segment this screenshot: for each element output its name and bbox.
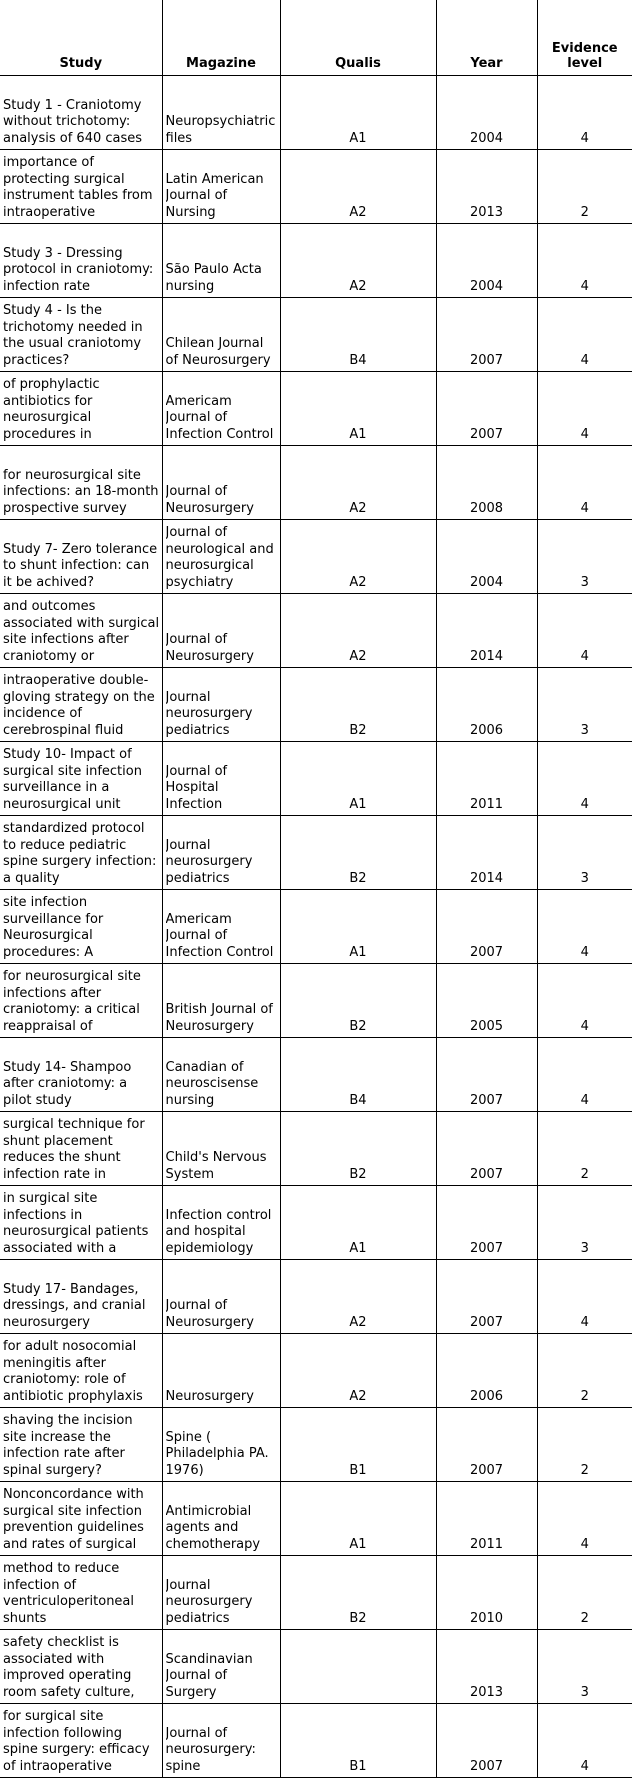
qualis-cell-text: B4: [349, 352, 367, 368]
qualis-cell-text: A2: [349, 574, 367, 590]
magazine-cell: [162, 76, 280, 150]
table-row: [0, 1334, 632, 1408]
table-row: [0, 298, 632, 372]
table-row: [0, 446, 632, 520]
magazine-cell: [162, 890, 280, 964]
qualis-cell: [280, 1556, 436, 1630]
qualis-cell: [280, 372, 436, 446]
year-cell-text: 2008: [469, 500, 504, 516]
magazine-cell: [162, 1556, 280, 1630]
year-cell: [436, 668, 537, 742]
study-cell-text: standardized protocol to reduce pediatric spine surgery infection: a quality: [3, 821, 157, 886]
magazine-cell-text: Journal of Hospital Infection: [165, 763, 228, 812]
table-row: [0, 1630, 632, 1704]
study-cell-text: Study 10- Impact of surgical site infection surveillance in a neurosurgical unit: [3, 747, 142, 812]
evidence-level-cell: [537, 1186, 632, 1260]
header-evidence-level: Evidence level: [537, 0, 632, 76]
year-cell-text: 2005: [469, 1018, 504, 1034]
year-cell: [436, 1556, 537, 1630]
study-cell-text: Study 1 - Craniotomy without trichotomy: analysis of 640 cases: [3, 97, 143, 146]
study-cell: [0, 1038, 162, 1112]
table-row: [0, 1038, 632, 1112]
year-cell-text: 2004: [469, 278, 504, 294]
qualis-cell: [280, 150, 436, 224]
study-cell-text: Study 4 - Is the trichotomy needed in the usual craniotomy practices?: [3, 303, 143, 368]
table-row: [0, 594, 632, 668]
table-row: [0, 890, 632, 964]
magazine-cell: [162, 150, 280, 224]
study-cell-text: Nonconcordance with surgical site infection prevention guidelines and rates of surgical: [3, 1487, 144, 1552]
magazine-cell: [162, 1630, 280, 1704]
study-cell: [0, 298, 162, 372]
year-cell: [436, 372, 537, 446]
study-cell-text: shaving the incision site increase the infection rate after spinal surgery?: [3, 1413, 133, 1478]
qualis-cell: [280, 816, 436, 890]
year-cell: [436, 1260, 537, 1334]
evidence-level-cell-text: 2: [580, 1610, 589, 1626]
magazine-cell-text: Journal of Neurosurgery: [165, 484, 254, 516]
year-cell-text: 2007: [469, 1092, 504, 1108]
year-cell-text: 2010: [469, 1610, 504, 1626]
qualis-cell-text: B4: [349, 1092, 367, 1108]
evidence-level-cell-text: 4: [580, 944, 589, 960]
study-cell-text: Study 3 - Dressing protocol in craniotomy: infection rate: [3, 245, 154, 294]
evidence-level-cell-text: 4: [580, 352, 589, 368]
magazine-cell: [162, 668, 280, 742]
qualis-cell: [280, 742, 436, 816]
qualis-cell-text: B2: [349, 1018, 367, 1034]
magazine-cell-text: Latin American Journal of Nursing: [165, 171, 264, 220]
qualis-cell: [280, 890, 436, 964]
magazine-cell-text: Journal of neurological and neurosurgical psychiatry: [165, 525, 274, 590]
magazine-cell-text: Neurosurgery: [165, 1388, 254, 1404]
qualis-cell: [280, 964, 436, 1038]
evidence-level-cell-text: 2: [580, 1462, 589, 1478]
study-cell-text: importance of protecting surgical instrument tables from intraoperative: [3, 155, 153, 220]
magazine-cell-text: Journal neurosurgery pediatrics: [165, 837, 253, 886]
evidence-level-cell: [537, 1630, 632, 1704]
year-cell: [436, 1334, 537, 1408]
year-cell: [436, 1704, 537, 1778]
year-cell-text: 2006: [469, 722, 504, 738]
qualis-cell: [280, 76, 436, 150]
table-row: [0, 1260, 632, 1334]
study-cell-text: in surgical site infections in neurosurgical patients associated with a: [3, 1191, 149, 1256]
evidence-level-cell-text: 4: [580, 500, 589, 516]
magazine-cell-text: Antimicrobial agents and chemotherapy: [165, 1503, 261, 1552]
table-body: [0, 76, 632, 1778]
year-cell-text: 2007: [469, 426, 504, 442]
table-row: [0, 520, 632, 594]
study-cell: [0, 1112, 162, 1186]
qualis-cell-text: B2: [349, 722, 367, 738]
evidence-level-cell-text: 3: [580, 1240, 589, 1256]
magazine-cell-text: Canadian of neuroscisense nursing: [165, 1059, 259, 1108]
study-cell: [0, 1186, 162, 1260]
year-cell: [436, 224, 537, 298]
magazine-cell: [162, 520, 280, 594]
magazine-cell: [162, 964, 280, 1038]
year-cell: [436, 964, 537, 1038]
magazine-cell-text: Journal of neurosurgery: spine: [165, 1725, 256, 1774]
magazine-cell: [162, 224, 280, 298]
study-cell: [0, 1260, 162, 1334]
study-cell-text: site infection surveillance for Neurosurgical procedures: A: [3, 895, 104, 960]
year-cell-text: 2007: [469, 352, 504, 368]
evidence-level-cell: [537, 1482, 632, 1556]
year-cell-text: 2004: [469, 130, 504, 146]
year-cell: [436, 298, 537, 372]
magazine-cell-text: Chilean Journal of Neurosurgery: [165, 336, 271, 368]
qualis-cell-text: A2: [349, 648, 367, 664]
qualis-cell: [280, 1112, 436, 1186]
qualis-cell: [280, 668, 436, 742]
table-row: [0, 1482, 632, 1556]
year-cell: [436, 76, 537, 150]
year-cell: [436, 1630, 537, 1704]
qualis-cell: [280, 224, 436, 298]
qualis-cell: [280, 594, 436, 668]
qualis-cell: [280, 1482, 436, 1556]
header-magazine: Magazine: [162, 0, 280, 76]
year-cell-text: 2006: [469, 1388, 504, 1404]
year-cell: [436, 446, 537, 520]
table-row: [0, 668, 632, 742]
year-cell-text: 2007: [469, 1462, 504, 1478]
header-year: Year: [436, 0, 537, 76]
year-cell-text: 2011: [469, 1536, 504, 1552]
magazine-cell-text: São Paulo Acta nursing: [165, 262, 262, 294]
table-row: [0, 742, 632, 816]
evidence-level-cell: [537, 964, 632, 1038]
magazine-cell-text: Journal neurosurgery pediatrics: [165, 689, 253, 738]
year-cell: [436, 1186, 537, 1260]
evidence-level-cell: [537, 890, 632, 964]
magazine-cell: [162, 372, 280, 446]
evidence-level-cell-text: 4: [580, 130, 589, 146]
qualis-cell: [280, 1038, 436, 1112]
study-cell-text: and outcomes associated with surgical site infections after craniotomy or: [3, 599, 160, 664]
qualis-cell: [280, 446, 436, 520]
study-cell-text: Study 14- Shampoo after craniotomy: a pilot study: [3, 1059, 132, 1108]
year-cell: [436, 816, 537, 890]
qualis-cell: [280, 298, 436, 372]
evidence-level-cell-text: 4: [580, 1092, 589, 1108]
qualis-cell-text: A1: [349, 796, 367, 812]
study-cell: [0, 816, 162, 890]
table-row: [0, 372, 632, 446]
study-cell-text: Study 17- Bandages, dressings, and cranial neurosurgery: [3, 1281, 146, 1330]
magazine-cell-text: Journal neurosurgery pediatrics: [165, 1577, 253, 1626]
study-cell: [0, 1482, 162, 1556]
study-cell: [0, 1408, 162, 1482]
evidence-level-cell: [537, 224, 632, 298]
evidence-level-cell-text: 2: [580, 1388, 589, 1404]
magazine-cell: [162, 1704, 280, 1778]
study-cell: [0, 1334, 162, 1408]
year-cell-text: 2007: [469, 1240, 504, 1256]
evidence-level-cell-text: 4: [580, 796, 589, 812]
study-cell-text: surgical technique for shunt placement reduces the shunt infection rate in: [3, 1117, 145, 1182]
evidence-level-cell-text: 2: [580, 204, 589, 220]
qualis-cell: [280, 1630, 436, 1704]
year-cell-text: 2007: [469, 1166, 504, 1182]
year-cell: [436, 1038, 537, 1112]
magazine-cell: [162, 1334, 280, 1408]
header-row: [0, 0, 632, 76]
qualis-cell-text: B1: [349, 1462, 367, 1478]
qualis-cell-text: B2: [349, 1166, 367, 1182]
study-cell: [0, 668, 162, 742]
magazine-cell: [162, 594, 280, 668]
evidence-level-cell: [537, 1556, 632, 1630]
year-cell: [436, 1112, 537, 1186]
evidence-level-cell-text: 4: [580, 1536, 589, 1552]
magazine-cell-text: Americam Journal of Infection Control: [165, 911, 274, 960]
qualis-cell-text: A1: [349, 1536, 367, 1552]
study-cell: [0, 520, 162, 594]
magazine-cell: [162, 1186, 280, 1260]
evidence-level-cell-text: 2: [580, 1166, 589, 1182]
header-study: Study: [0, 0, 162, 76]
magazine-cell: [162, 816, 280, 890]
study-cell-text: for adult nosocomial meningitis after craniotomy: role of antibiotic prophylaxis: [3, 1339, 143, 1404]
qualis-cell-text: A1: [349, 944, 367, 960]
year-cell-text: 2013: [469, 1684, 504, 1700]
evidence-level-cell: [537, 150, 632, 224]
evidence-level-cell: [537, 520, 632, 594]
evidence-level-cell: [537, 1408, 632, 1482]
study-cell-text: safety checklist is associated with improved operating room safety culture,: [3, 1635, 135, 1700]
magazine-cell-text: Scandinavian Journal of Surgery: [165, 1651, 253, 1700]
year-cell-text: 2014: [469, 648, 504, 664]
year-cell-text: 2011: [469, 796, 504, 812]
magazine-cell: [162, 298, 280, 372]
qualis-cell-text: A2: [349, 278, 367, 294]
year-cell: [436, 150, 537, 224]
study-cell: [0, 1630, 162, 1704]
evidence-level-cell-text: 4: [580, 426, 589, 442]
evidence-level-cell: [537, 1334, 632, 1408]
table-row: [0, 1556, 632, 1630]
table-row: [0, 1112, 632, 1186]
study-cell-text: intraoperative double-gloving strategy on the incidence of cerebrospinal fluid: [3, 673, 155, 738]
evidence-level-cell: [537, 594, 632, 668]
magazine-cell: [162, 1112, 280, 1186]
study-cell: [0, 890, 162, 964]
year-cell-text: 2007: [469, 1758, 504, 1774]
study-cell: [0, 964, 162, 1038]
evidence-level-cell: [537, 298, 632, 372]
magazine-cell-text: Spine ( Philadelphia PA. 1976): [165, 1429, 269, 1478]
qualis-cell: [280, 1704, 436, 1778]
qualis-cell-text: B2: [349, 870, 367, 886]
study-cell: [0, 1704, 162, 1778]
magazine-cell: [162, 1260, 280, 1334]
study-cell: [0, 224, 162, 298]
qualis-cell: [280, 1334, 436, 1408]
year-cell-text: 2007: [469, 944, 504, 960]
year-cell-text: 2013: [469, 204, 504, 220]
qualis-cell-text: B2: [349, 1610, 367, 1626]
study-cell-text: Study 7- Zero tolerance to shunt infection: can it be achived?: [3, 541, 158, 590]
qualis-cell-text: A1: [349, 130, 367, 146]
evidence-level-cell-text: 4: [580, 278, 589, 294]
evidence-level-cell-text: 4: [580, 1314, 589, 1330]
header-qualis: Qualis: [280, 0, 436, 76]
study-cell-text: for neurosurgical site infections: an 18-month prospective survey: [3, 467, 159, 516]
study-cell: [0, 372, 162, 446]
qualis-cell-text: B1: [349, 1758, 367, 1774]
evidence-level-cell: [537, 76, 632, 150]
magazine-cell: [162, 742, 280, 816]
magazine-cell-text: Americam Journal of Infection Control: [165, 393, 274, 442]
qualis-cell-text: A2: [349, 204, 367, 220]
magazine-cell: [162, 1038, 280, 1112]
evidence-level-cell-text: 3: [580, 722, 589, 738]
evidence-level-cell: [537, 668, 632, 742]
table-row: [0, 1186, 632, 1260]
evidence-level-cell: [537, 742, 632, 816]
evidence-level-cell: [537, 1704, 632, 1778]
magazine-cell-text: Child's Nervous System: [165, 1150, 267, 1182]
year-cell-text: 2007: [469, 1314, 504, 1330]
qualis-cell: [280, 1186, 436, 1260]
qualis-cell: [280, 1260, 436, 1334]
table-row: [0, 1704, 632, 1778]
magazine-cell-text: Journal of Neurosurgery: [165, 1298, 254, 1330]
year-cell: [436, 520, 537, 594]
study-cell-text: of prophylactic antibiotics for neurosurgical procedures in: [3, 377, 100, 442]
qualis-cell: [280, 1408, 436, 1482]
study-cell-text: method to reduce infection of ventriculoperitoneal shunts: [3, 1561, 135, 1626]
study-cell: [0, 76, 162, 150]
qualis-cell: [280, 520, 436, 594]
qualis-cell-text: A1: [349, 426, 367, 442]
evidence-level-cell: [537, 816, 632, 890]
magazine-cell: [162, 1408, 280, 1482]
evidence-level-cell-text: 3: [580, 574, 589, 590]
table-row: [0, 224, 632, 298]
qualis-cell-text: A2: [349, 500, 367, 516]
magazine-cell: [162, 446, 280, 520]
year-cell: [436, 890, 537, 964]
table-row: [0, 150, 632, 224]
study-cell: [0, 594, 162, 668]
evidence-level-cell-text: 3: [580, 870, 589, 886]
study-cell: [0, 446, 162, 520]
study-cell: [0, 742, 162, 816]
table-row: [0, 964, 632, 1038]
qualis-cell-text: A2: [349, 1388, 367, 1404]
year-cell-text: 2004: [469, 574, 504, 590]
qualis-cell-text: A2: [349, 1314, 367, 1330]
table-row: [0, 1408, 632, 1482]
table-row: [0, 816, 632, 890]
year-cell: [436, 1408, 537, 1482]
evidence-level-cell-text: 3: [580, 1684, 589, 1700]
qualis-cell-text: A1: [349, 1240, 367, 1256]
year-cell-text: 2014: [469, 870, 504, 886]
study-cell: [0, 1556, 162, 1630]
evidence-level-cell-text: 4: [580, 1018, 589, 1034]
evidence-level-cell: [537, 1260, 632, 1334]
evidence-level-cell: [537, 1112, 632, 1186]
evidence-level-cell: [537, 1038, 632, 1112]
evidence-level-cell: [537, 446, 632, 520]
magazine-cell-text: Neuropsychiatric files: [165, 114, 276, 146]
year-cell: [436, 594, 537, 668]
study-cell-text: for neurosurgical site infections after craniotomy: a critical reappraisal of: [3, 969, 141, 1034]
table-row: [0, 76, 632, 150]
magazine-cell-text: British Journal of Neurosurgery: [165, 1002, 273, 1034]
evidence-level-cell: [537, 372, 632, 446]
magazine-cell-text: Journal of Neurosurgery: [165, 632, 254, 664]
magazine-cell: [162, 1482, 280, 1556]
year-cell: [436, 1482, 537, 1556]
year-cell: [436, 742, 537, 816]
study-cell-text: for surgical site infection following spine surgery: efficacy of intraoperative: [3, 1709, 150, 1774]
evidence-level-cell-text: 4: [580, 1758, 589, 1774]
study-cell: [0, 150, 162, 224]
evidence-level-cell-text: 4: [580, 648, 589, 664]
magazine-cell-text: Infection control and hospital epidemiology: [165, 1207, 272, 1256]
